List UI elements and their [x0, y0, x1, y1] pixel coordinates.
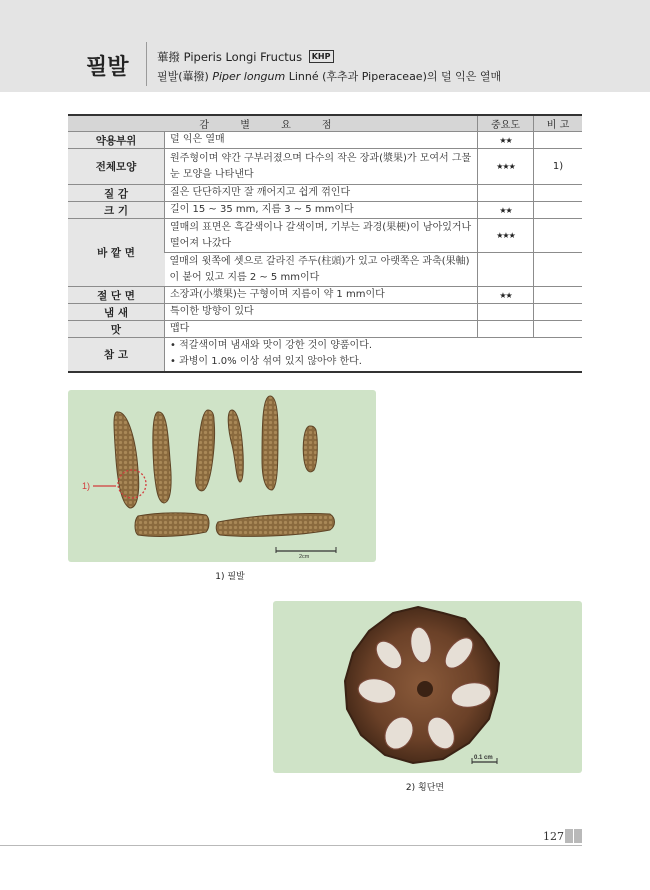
row-note	[534, 219, 583, 253]
scale-label: 2cm	[299, 554, 310, 560]
row-label: 냄 새	[68, 304, 165, 321]
reference-notes	[165, 338, 583, 372]
table-row	[68, 321, 582, 338]
importance-stars	[478, 304, 534, 321]
fruit-photo	[68, 390, 376, 562]
row-label: 맛	[68, 321, 165, 338]
page-title: 필발	[86, 55, 129, 80]
row-desc: 특이한 방향이 있다	[165, 304, 478, 321]
header-latin: Piperis Longi Fructus	[183, 50, 303, 64]
header-latin-name	[157, 49, 334, 65]
row-desc: 소장과(小漿果)는 구형이며 지름이 약 1 mm이다	[165, 287, 478, 304]
page-number: 127	[543, 830, 564, 843]
row-note	[534, 287, 583, 304]
row-label: 질 감	[68, 185, 165, 202]
table-row	[68, 338, 582, 372]
reference-item: • 과병이 1.0% 이상 섞여 있지 않아야 한다.	[170, 356, 362, 368]
row-note	[534, 304, 583, 321]
figure1-caption: 1) 필발	[215, 572, 245, 582]
header-origin	[157, 68, 501, 84]
table-row	[68, 202, 582, 219]
importance-stars: ★★	[478, 132, 534, 149]
header-divider	[146, 42, 147, 86]
footer-rule	[0, 845, 582, 846]
importance-stars: ★★	[478, 287, 534, 304]
header-key-points: 감 별 요 점	[68, 115, 478, 132]
row-label: 바 깥 면	[68, 219, 165, 287]
row-note	[534, 185, 583, 202]
header-hanja: 蓽撥	[157, 50, 180, 64]
header-origin-prefix: 필발(蓽撥)	[157, 70, 209, 83]
page-marker	[574, 829, 582, 843]
row-desc: 열매의 윗쪽에 셋으로 갈라진 주두(柱頭)가 있고 아랫쪽은 과축(果軸)이 붙어 있고 지름 2 ~ 5 mm이다	[165, 253, 478, 287]
header-note: 비 고	[534, 115, 583, 132]
row-note	[534, 253, 583, 287]
header-species: Piper longum	[212, 70, 286, 83]
row-label: 절 단 면	[68, 287, 165, 304]
row-note	[534, 202, 583, 219]
table-row	[68, 132, 582, 149]
identification-table	[68, 114, 582, 373]
importance-stars	[478, 321, 534, 338]
row-note	[534, 321, 583, 338]
row-note: 1)	[534, 149, 583, 185]
row-desc: 질은 단단하지만 잘 깨어지고 쉽게 꺾인다	[165, 185, 478, 202]
page-header	[0, 0, 650, 92]
importance-stars	[478, 185, 534, 202]
row-desc: 덜 익은 열매	[165, 132, 478, 149]
table-row	[68, 219, 582, 253]
importance-stars: ★★★	[478, 219, 534, 253]
page-marker	[565, 829, 573, 843]
row-desc: 원주형이며 약간 구부러졌으며 다수의 작은 장과(漿果)가 모여서 그물눈 모양을 나타낸다	[165, 149, 478, 185]
header-origin-suffix: Linné (후추과 Piperaceae)의 덜 익은 열매	[288, 70, 502, 83]
khp-badge: KHP	[309, 50, 334, 63]
header-importance: 중요도	[478, 115, 534, 132]
table-row	[68, 304, 582, 321]
cross-section-illustration	[273, 601, 582, 773]
table-header-row	[68, 115, 582, 132]
fruit-illustration	[68, 390, 376, 562]
reference-item: • 적갈색이며 냄새와 맛이 강한 것이 양품이다.	[170, 340, 373, 352]
row-desc: 열매의 표면은 흑갈색이나 갈색이며, 기부는 과경(果梗)이 남아있거나 떨어져 나갔다	[165, 219, 478, 253]
table-row	[68, 185, 582, 202]
importance-stars: ★★	[478, 202, 534, 219]
row-label: 약용부위	[68, 132, 165, 149]
importance-stars: ★★★	[478, 149, 534, 185]
importance-stars	[478, 253, 534, 287]
row-label: 크 기	[68, 202, 165, 219]
row-note	[534, 132, 583, 149]
callout-label: 1)	[82, 481, 91, 491]
figure2-caption: 2) 횡단면	[405, 783, 445, 793]
row-label: 참 고	[68, 338, 165, 372]
row-label: 전체모양	[68, 149, 165, 185]
scale-label: 0.1 cm	[474, 755, 493, 761]
row-desc: 맵다	[165, 321, 478, 338]
row-desc: 길이 15 ~ 35 mm, 지름 3 ~ 5 mm이다	[165, 202, 478, 219]
cross-section-photo	[273, 601, 582, 773]
table-row	[68, 287, 582, 304]
table-row	[68, 149, 582, 185]
